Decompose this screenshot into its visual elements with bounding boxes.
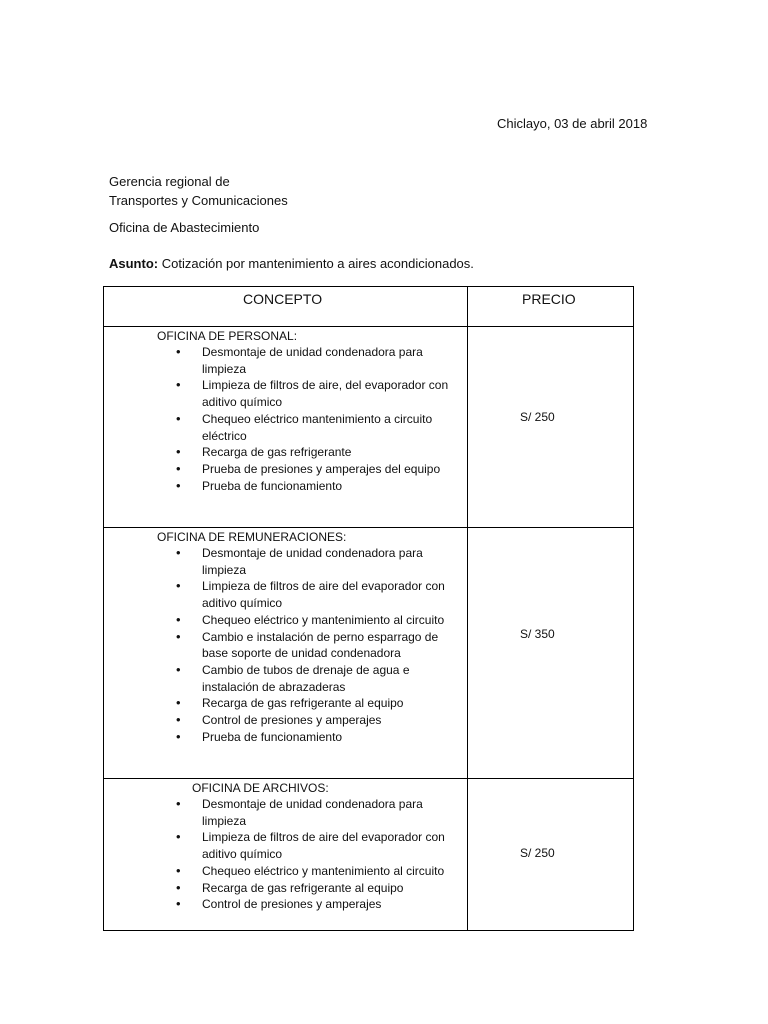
list-item: • Control de presiones y amperajes — [176, 712, 464, 729]
list-item: • Limpieza de filtros de aire del evaporador con aditivo químico — [176, 578, 464, 611]
header-precio: PRECIO — [522, 291, 576, 307]
header-concepto: CONCEPTO — [243, 291, 323, 307]
header-divider — [103, 326, 634, 327]
subject-label: Asunto: — [109, 256, 159, 271]
subject-text: Cotización por mantenimiento a aires acondicionados. — [158, 256, 474, 271]
bullet-list-remuneraciones — [176, 545, 464, 745]
list-item: • Prueba de funcionamiento — [176, 478, 464, 495]
column-divider — [467, 286, 468, 931]
price-remuneraciones: S/ 350 — [520, 627, 555, 641]
list-item: • Chequeo eléctrico y mantenimiento al circuito — [176, 612, 464, 629]
row-divider — [103, 778, 634, 779]
letter-date: Chiclayo, 03 de abril 2018 — [497, 116, 648, 131]
list-item: • Desmontaje de unidad condenadora para limpieza — [176, 796, 464, 829]
list-item: • Recarga de gas refrigerante al equipo — [176, 695, 464, 712]
row-title-personal: OFICINA DE PERSONAL: — [157, 329, 298, 343]
subject-line — [109, 256, 474, 272]
list-item: • Control de presiones y amperajes — [176, 896, 464, 913]
row-title-archivos: OFICINA DE ARCHIVOS: — [192, 781, 329, 795]
list-item: • Recarga de gas refrigerante — [176, 444, 464, 461]
list-item: • Limpieza de filtros de aire del evaporador con aditivo químico — [176, 829, 464, 862]
list-item: • Chequeo eléctrico y mantenimiento al circuito — [176, 863, 464, 880]
price-personal: S/ 250 — [520, 410, 555, 424]
list-item: • Prueba de presiones y amperajes del equipo — [176, 461, 464, 478]
row-title-remuneraciones: OFICINA DE REMUNERACIONES: — [157, 530, 347, 544]
price-archivos: S/ 250 — [520, 846, 555, 860]
list-item: • Cambio e instalación de perno esparrago de base soporte de unidad condenadora — [176, 629, 464, 662]
list-item: • Chequeo eléctrico mantenimiento a circuito eléctrico — [176, 411, 464, 444]
list-item: • Desmontaje de unidad condenadora para limpieza — [176, 545, 464, 578]
bullet-list-personal — [176, 344, 464, 494]
recipient-line-2: Transportes y Comunicaciones — [109, 193, 288, 208]
list-item: • Desmontaje de unidad condenadora para limpieza — [176, 344, 464, 377]
recipient-line-1: Gerencia regional de — [109, 174, 230, 189]
row-divider — [103, 527, 634, 528]
list-item: • Limpieza de filtros de aire, del evaporador con aditivo químico — [176, 377, 464, 410]
list-item: • Prueba de funcionamiento — [176, 729, 464, 746]
list-item: • Cambio de tubos de drenaje de agua e instalación de abrazaderas — [176, 662, 464, 695]
list-item: • Recarga de gas refrigerante al equipo — [176, 880, 464, 897]
bullet-list-archivos — [176, 796, 464, 913]
recipient-office: Oficina de Abastecimiento — [109, 220, 260, 235]
